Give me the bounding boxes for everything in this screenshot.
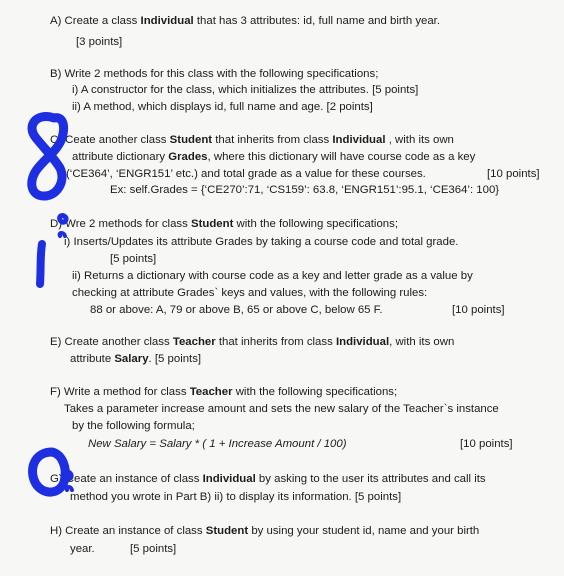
question-h-line2: year.: [70, 543, 95, 555]
pen-mark-blob-g2: [67, 487, 72, 490]
pen-mark-zero: [33, 452, 66, 492]
question-d-line4: ii) Returns a dictionary with course code as a key and letter grade as a value by: [72, 270, 473, 282]
pen-mark-blob-g: [66, 472, 72, 478]
question-c-line1: C) Ceate another class Student that inherits from class Individual , with its own: [50, 134, 454, 146]
question-d-rules: 88 or above: A, 79 or above B, 65 or above C, below 65 F.: [90, 304, 383, 316]
question-e-line2: attribute Salary. [5 points]: [70, 353, 202, 365]
question-d-line5: checking at attribute Grades` keys and values, with the following rules:: [72, 287, 428, 299]
question-d-points-2: [10 points]: [452, 304, 505, 316]
question-g-line1: G) Ceate an instance of class Individual by asking to the user its attributes and call its: [50, 473, 486, 485]
question-f-line2: Takes a parameter increase amount and sets the new salary of the Teacher`s instance: [64, 403, 499, 415]
pen-mark-eight-top: [32, 117, 64, 196]
question-c-example: Ex: self.Grades = {‘CE270’:71, ‘CS159’: 63.8, ‘ENGR151’:95.1, ‘CE364’: 100}: [110, 184, 500, 196]
question-c-line2: attribute dictionary Grades, where this dictionary will have course code as a key: [72, 151, 476, 163]
question-a-points: [3 points]: [76, 36, 123, 48]
question-b-line3: ii) A method, which displays id, full name and age. [2 points]: [72, 101, 373, 113]
question-a-line1: A) Create a class Individual that has 3 attributes: id, full name and birth year.: [50, 15, 441, 27]
question-h-line1: H) Create an instance of class Student by using your student id, name and your birth: [50, 525, 480, 537]
question-c-points: [10 points]: [487, 168, 540, 180]
question-g-line2: method you wrote in Part B) ii) to display its information. [5 points]: [70, 491, 402, 503]
pen-mark-blob-d: [60, 216, 67, 223]
pen-mark-blob-d2: [60, 233, 65, 236]
question-d-line2: i) Inserts/Updates its attribute Grades by taking a course code and total grade.: [64, 236, 459, 248]
question-f-line3: by the following formula;: [72, 420, 195, 432]
question-h-points: [5 points]: [130, 543, 177, 555]
question-b-line2: i) A constructor for the class, which initializes the attributes. [5 points]: [72, 84, 419, 96]
question-f-formula: New Salary = Salary * ( 1 + Increase Amount / 100): [88, 438, 347, 450]
pen-mark-tail: [40, 244, 42, 284]
question-d-line1: D) Wre 2 methods for class Student with the following specifications;: [50, 218, 398, 230]
question-f-line1: F) Write a method for class Teacher with the following specifications;: [50, 386, 398, 398]
question-f-points: [10 points]: [460, 438, 513, 450]
question-b-line1: B) Write 2 methods for this class with the following specifications;: [50, 68, 379, 80]
question-d-points-1: [5 points]: [110, 253, 157, 265]
question-c-line3: (‘CE364’, ‘ENGR151’ etc.) and total grade as a value for these courses.: [66, 168, 426, 180]
question-e-line1: E) Create another class Teacher that inherits from class Individual, with its own: [50, 336, 455, 348]
